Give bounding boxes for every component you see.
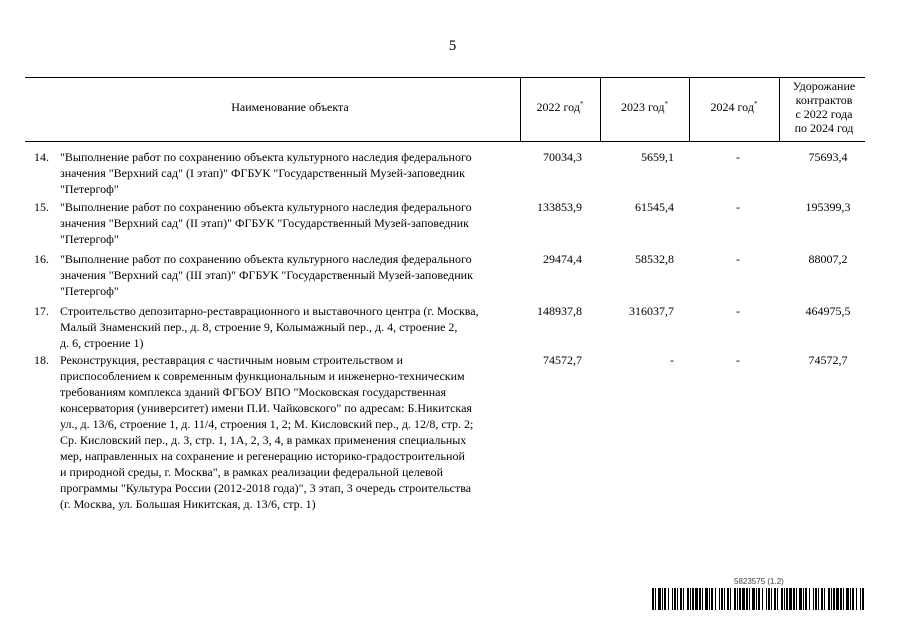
- page-number: 5: [448, 38, 457, 54]
- value-2024: -: [736, 200, 740, 214]
- barcode-label: 5823575 (1.2): [734, 577, 784, 586]
- value-2022: 29474,4: [543, 252, 582, 266]
- value-increase: 75693,4: [808, 150, 848, 164]
- object-name: Строительство депозитарно-реставрационного и выставочного центра (г. Москва, Малый Знаменский пер., д. 8, строение 9, Колымажный пер., д. 4, строение 2, д. 6, строение 1): [60, 304, 479, 350]
- value-2023: 5659,1: [641, 150, 674, 164]
- table-top-rule: [25, 77, 865, 78]
- value-2022: 133853,9: [537, 200, 582, 214]
- object-name: "Выполнение работ по сохранению объекта культурного наследия федерального значения "Верхний сад" (II этап)" ФГБУК "Государственный Музей-заповедник "Петергоф": [60, 200, 472, 246]
- object-name: "Выполнение работ по сохранению объекта культурного наследия федерального значения "Верхний сад" (III этап)" ФГБУК "Государственный Музей-заповедник "Петергоф": [60, 252, 473, 298]
- value-2022: 148937,8: [537, 304, 582, 318]
- object-name: "Выполнение работ по сохранению объекта культурного наследия федерального значения "Верхний сад" (I этап)" ФГБУК "Государственный Музей-заповедник "Петергоф": [60, 150, 472, 196]
- row-number: 14.: [34, 150, 49, 164]
- header-name: Наименование объекта: [231, 100, 349, 114]
- row-number: 18.: [34, 353, 49, 367]
- header-2023: 2023 год*: [621, 100, 668, 114]
- value-2024: -: [736, 150, 740, 164]
- value-increase: 74572,7: [808, 353, 848, 367]
- header-2022: 2022 год*: [536, 100, 584, 114]
- value-increase: 195399,3: [805, 200, 851, 214]
- value-2023: 316037,7: [629, 304, 674, 318]
- value-increase: 88007,2: [808, 252, 848, 266]
- object-name: Реконструкция, реставрация с частичным новым строительством и приспособлением к современным функциональным и инженерно-техническим требованиям комплекса зданий ФГБОУ ВПО "Московская государственная консерватория (университет) имени П.И. Чайковского" по адресам: Б.Никитская ул., д. 13/6, строение 1, д. 11/4, строения 1, 2; М. Кисловский пер., д. 12/8, стр. 2; Ср. Кисловский пер., д. 3, стр. 1, 1А, 2, 3, 4, в рамках применения специальных мер, направленных на сохранение и регенерацию историко-градостроительной и природной среды, г. Москва", в рамках реализации федеральной целевой программы "Культура России (2012-2018 года)", 3 этап, 3 очередь строительства (г. Москва, ул. Большая Никитская, д. 13/6, стр. 1): [60, 353, 474, 511]
- value-2024: -: [736, 252, 740, 266]
- header-increase: Удорожание контрактов с 2022 года по 2024 год: [792, 79, 856, 135]
- value-2022: 70034,3: [543, 150, 582, 164]
- value-2024: -: [736, 304, 740, 318]
- table-header-rule: [25, 141, 865, 142]
- barcode-icon: [652, 588, 864, 610]
- row-number: 15.: [34, 200, 49, 214]
- row-number: 16.: [34, 252, 49, 266]
- value-2023: 58532,8: [635, 252, 674, 266]
- value-2022: 74572,7: [543, 353, 582, 367]
- value-2024: -: [736, 353, 740, 367]
- value-increase: 464975,5: [805, 304, 851, 318]
- header-2024: 2024 год*: [710, 100, 758, 114]
- row-number: 17.: [34, 304, 49, 318]
- value-2023: -: [670, 353, 674, 367]
- value-2023: 61545,4: [635, 200, 674, 214]
